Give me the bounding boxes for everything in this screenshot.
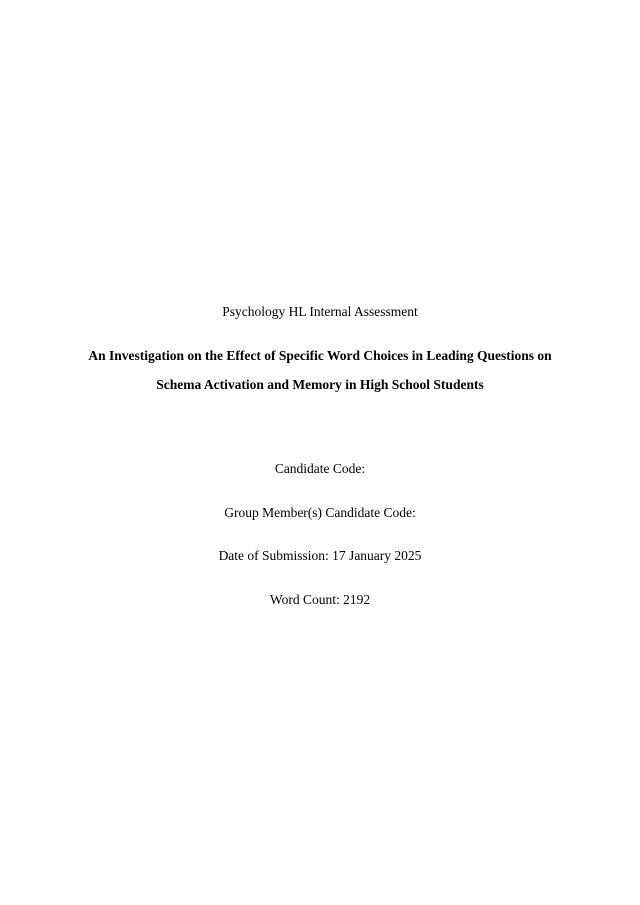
subject-heading: Psychology HL Internal Assessment xyxy=(222,304,418,319)
date-of-submission: Date of Submission: 17 January 2025 xyxy=(218,548,422,563)
word-count: Word Count: 2192 xyxy=(269,592,371,607)
title-line-1: An Investigation on the Effect of Specific Word Choices in Leading Questions on xyxy=(88,348,552,363)
candidate-code: Candidate Code: xyxy=(274,461,366,476)
group-candidate-code: Group Member(s) Candidate Code: xyxy=(224,505,416,520)
title-line-2: Schema Activation and Memory in High School Students xyxy=(156,377,484,392)
